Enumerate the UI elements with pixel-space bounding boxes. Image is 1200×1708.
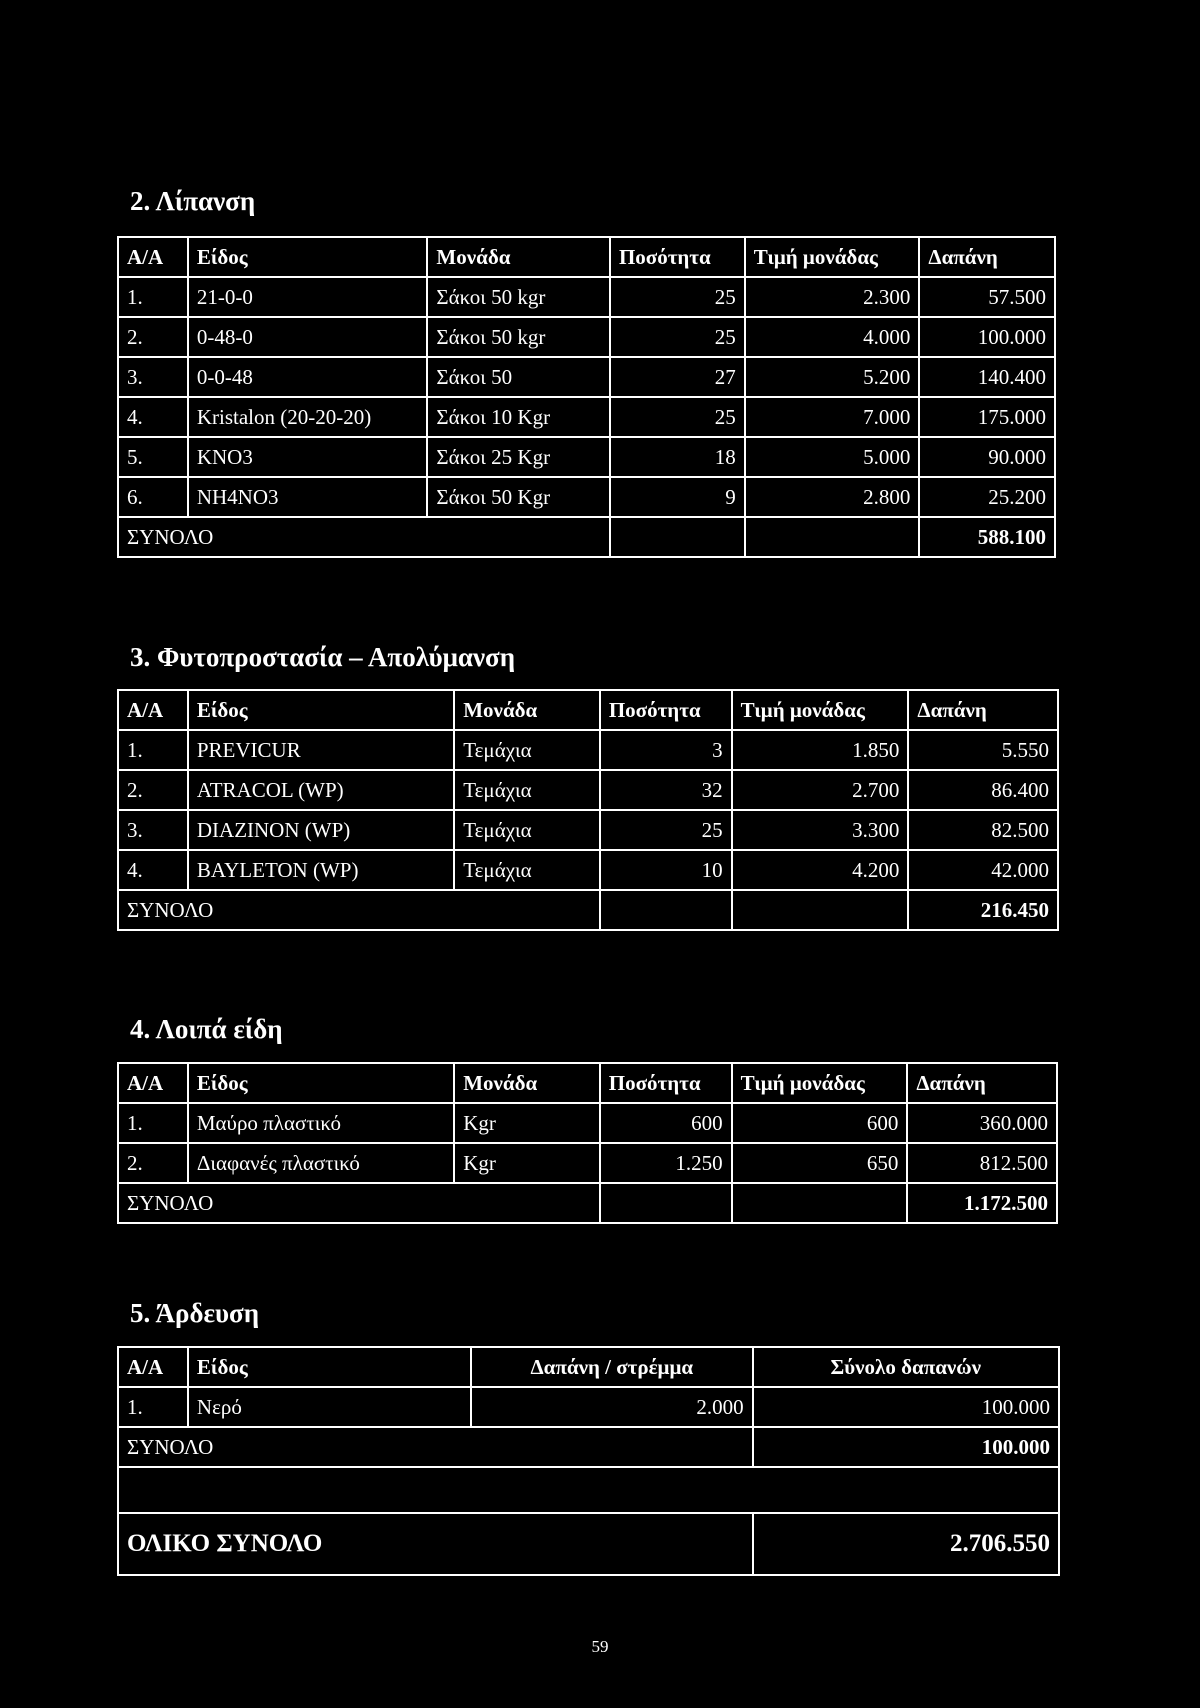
total-value: 216.450: [908, 890, 1058, 930]
cell-item: Kristalon (20-20-20): [188, 397, 428, 437]
cell-unit: Σάκοι 50 kgr: [427, 317, 610, 357]
total-row: [118, 517, 1055, 557]
cell-unit: Kgr: [454, 1103, 600, 1143]
cell-unit-price: 2.300: [745, 277, 920, 317]
cell-unit-price: 650: [732, 1143, 908, 1183]
total-row: [118, 1427, 1059, 1467]
grand-total-label: ΟΛΙΚΟ ΣΥΝΟΛΟ: [118, 1513, 753, 1575]
cell-cost: 25.200: [919, 477, 1055, 517]
cell-quantity: 3: [600, 730, 732, 770]
cell-unit: Kgr: [454, 1143, 600, 1183]
table-row: [118, 1143, 1057, 1183]
table-row: [118, 770, 1058, 810]
cell-quantity: 25: [600, 810, 732, 850]
cell-quantity: 600: [600, 1103, 732, 1143]
cell-item: Μαύρο πλαστικό: [188, 1103, 454, 1143]
table-header-row: [118, 1347, 1059, 1387]
col-header-item: Είδος: [188, 1347, 471, 1387]
empty-cell: [600, 1183, 732, 1223]
table-header-row: [118, 690, 1058, 730]
cell-unit-price: 5.000: [745, 437, 920, 477]
cell-quantity: 1.250: [600, 1143, 732, 1183]
empty-cell: [610, 517, 745, 557]
cell-aa: 4.: [118, 397, 188, 437]
cell-cost: 100.000: [919, 317, 1055, 357]
spacer-row: [118, 1467, 1059, 1513]
grand-total-row: [118, 1513, 1059, 1575]
col-header-quantity: Ποσότητα: [600, 690, 732, 730]
cell-cost: 175.000: [919, 397, 1055, 437]
table-row: [118, 397, 1055, 437]
cell-item: KNO3: [188, 437, 428, 477]
section-heading-irrigation: 5. Άρδευση: [130, 1298, 260, 1328]
col-header-total-cost: Σύνολο δαπανών: [753, 1347, 1059, 1387]
col-header-aa: Α/Α: [118, 690, 188, 730]
total-label: ΣΥΝΟΛΟ: [118, 1183, 600, 1223]
cell-cost: 812.500: [907, 1143, 1057, 1183]
cell-unit-price: 4.200: [732, 850, 909, 890]
col-header-item: Είδος: [188, 237, 428, 277]
empty-cell: [732, 890, 909, 930]
crop-protection-table: [117, 689, 1059, 931]
cell-aa: 1.: [118, 277, 188, 317]
cell-aa: 3.: [118, 810, 188, 850]
cell-quantity: 25: [610, 317, 745, 357]
cell-aa: 2.: [118, 1143, 188, 1183]
irrigation-table: [117, 1346, 1060, 1576]
cell-quantity: 27: [610, 357, 745, 397]
cell-item: PREVICUR: [188, 730, 454, 770]
cell-item: DIAZINON (WP): [188, 810, 454, 850]
cell-cost: 5.550: [908, 730, 1058, 770]
cell-aa: 2.: [118, 770, 188, 810]
total-value: 100.000: [753, 1427, 1059, 1467]
table-row: [118, 730, 1058, 770]
col-header-quantity: Ποσότητα: [610, 237, 745, 277]
col-header-item: Είδος: [188, 690, 454, 730]
cell-cost: 57.500: [919, 277, 1055, 317]
cell-quantity: 25: [610, 277, 745, 317]
cell-aa: 2.: [118, 317, 188, 357]
table-row: [118, 437, 1055, 477]
cell-unit: Σάκοι 50: [427, 357, 610, 397]
cell-cost: 360.000: [907, 1103, 1057, 1143]
section-heading-other-items: 4. Λοιπά είδη: [130, 1014, 283, 1044]
empty-cell: [118, 1467, 1059, 1513]
col-header-aa: Α/Α: [118, 1063, 188, 1103]
cell-total-cost: 100.000: [753, 1387, 1059, 1427]
cell-item: Διαφανές πλαστικό: [188, 1143, 454, 1183]
cell-unit-price: 600: [732, 1103, 908, 1143]
cell-item: 21-0-0: [188, 277, 428, 317]
cell-unit-price: 1.850: [732, 730, 909, 770]
cell-aa: 5.: [118, 437, 188, 477]
col-header-unit: Μονάδα: [454, 690, 600, 730]
col-header-quantity: Ποσότητα: [600, 1063, 732, 1103]
cell-quantity: 9: [610, 477, 745, 517]
cell-unit-price: 2.800: [745, 477, 920, 517]
cell-cost: 90.000: [919, 437, 1055, 477]
cell-quantity: 18: [610, 437, 745, 477]
cell-unit: Τεμάχια: [454, 770, 600, 810]
total-label: ΣΥΝΟΛΟ: [118, 890, 600, 930]
cell-aa: 1.: [118, 730, 188, 770]
cell-cost-per-stremma: 2.000: [471, 1387, 753, 1427]
table-row: [118, 1387, 1059, 1427]
cell-cost: 82.500: [908, 810, 1058, 850]
cell-item: ATRACOL (WP): [188, 770, 454, 810]
cell-cost: 42.000: [908, 850, 1058, 890]
cell-unit: Τεμάχια: [454, 810, 600, 850]
cell-unit-price: 5.200: [745, 357, 920, 397]
fertilization-table: [117, 236, 1056, 558]
total-row: [118, 1183, 1057, 1223]
cell-unit-price: 7.000: [745, 397, 920, 437]
col-header-cost: Δαπάνη: [908, 690, 1058, 730]
cell-unit-price: 4.000: [745, 317, 920, 357]
cell-unit: Σάκοι 25 Kgr: [427, 437, 610, 477]
cell-unit: Σάκοι 50 kgr: [427, 277, 610, 317]
section-heading-crop-protection: 3. Φυτοπροστασία – Απολύμανση: [130, 642, 516, 672]
cell-cost: 86.400: [908, 770, 1058, 810]
col-header-cost: Δαπάνη: [907, 1063, 1057, 1103]
col-header-unit-price: Τιμή μονάδας: [745, 237, 920, 277]
cell-cost: 140.400: [919, 357, 1055, 397]
total-value: 1.172.500: [907, 1183, 1057, 1223]
col-header-unit-price: Τιμή μονάδας: [732, 1063, 908, 1103]
table-row: [118, 317, 1055, 357]
table-row: [118, 277, 1055, 317]
cell-item: Νερό: [188, 1387, 471, 1427]
section-heading-fertilization: 2. Λίπανση: [130, 186, 256, 216]
col-header-unit-price: Τιμή μονάδας: [732, 690, 909, 730]
cell-item: 0-0-48: [188, 357, 428, 397]
table-header-row: [118, 1063, 1057, 1103]
cell-aa: 4.: [118, 850, 188, 890]
empty-cell: [732, 1183, 908, 1223]
cell-quantity: 32: [600, 770, 732, 810]
col-header-item: Είδος: [188, 1063, 454, 1103]
col-header-cost: Δαπάνη: [919, 237, 1055, 277]
cell-quantity: 25: [610, 397, 745, 437]
page-number: 59: [591, 1637, 609, 1656]
total-label: ΣΥΝΟΛΟ: [118, 1427, 753, 1467]
cell-item: 0-48-0: [188, 317, 428, 357]
table-row: [118, 810, 1058, 850]
cell-item: NH4NO3: [188, 477, 428, 517]
total-value: 588.100: [919, 517, 1055, 557]
empty-cell: [745, 517, 920, 557]
cell-unit: Σάκοι 10 Kgr: [427, 397, 610, 437]
cell-unit: Σάκοι 50 Kgr: [427, 477, 610, 517]
grand-total-value: 2.706.550: [753, 1513, 1059, 1575]
col-header-unit: Μονάδα: [427, 237, 610, 277]
table-row: [118, 1103, 1057, 1143]
cell-unit-price: 2.700: [732, 770, 909, 810]
cell-unit: Τεμάχια: [454, 850, 600, 890]
empty-cell: [600, 890, 732, 930]
table-row: [118, 477, 1055, 517]
cell-aa: 1.: [118, 1387, 188, 1427]
other-items-table: [117, 1062, 1058, 1224]
col-header-unit: Μονάδα: [454, 1063, 600, 1103]
cell-unit: Τεμάχια: [454, 730, 600, 770]
col-header-aa: Α/Α: [118, 237, 188, 277]
cell-unit-price: 3.300: [732, 810, 909, 850]
table-row: [118, 850, 1058, 890]
cell-quantity: 10: [600, 850, 732, 890]
cell-aa: 3.: [118, 357, 188, 397]
total-row: [118, 890, 1058, 930]
cell-item: BAYLETON (WP): [188, 850, 454, 890]
table-header-row: [118, 237, 1055, 277]
total-label: ΣΥΝΟΛΟ: [118, 517, 610, 557]
col-header-aa: Α/Α: [118, 1347, 188, 1387]
col-header-cost-per-stremma: Δαπάνη / στρέμμα: [471, 1347, 753, 1387]
cell-aa: 1.: [118, 1103, 188, 1143]
cell-aa: 6.: [118, 477, 188, 517]
table-row: [118, 357, 1055, 397]
